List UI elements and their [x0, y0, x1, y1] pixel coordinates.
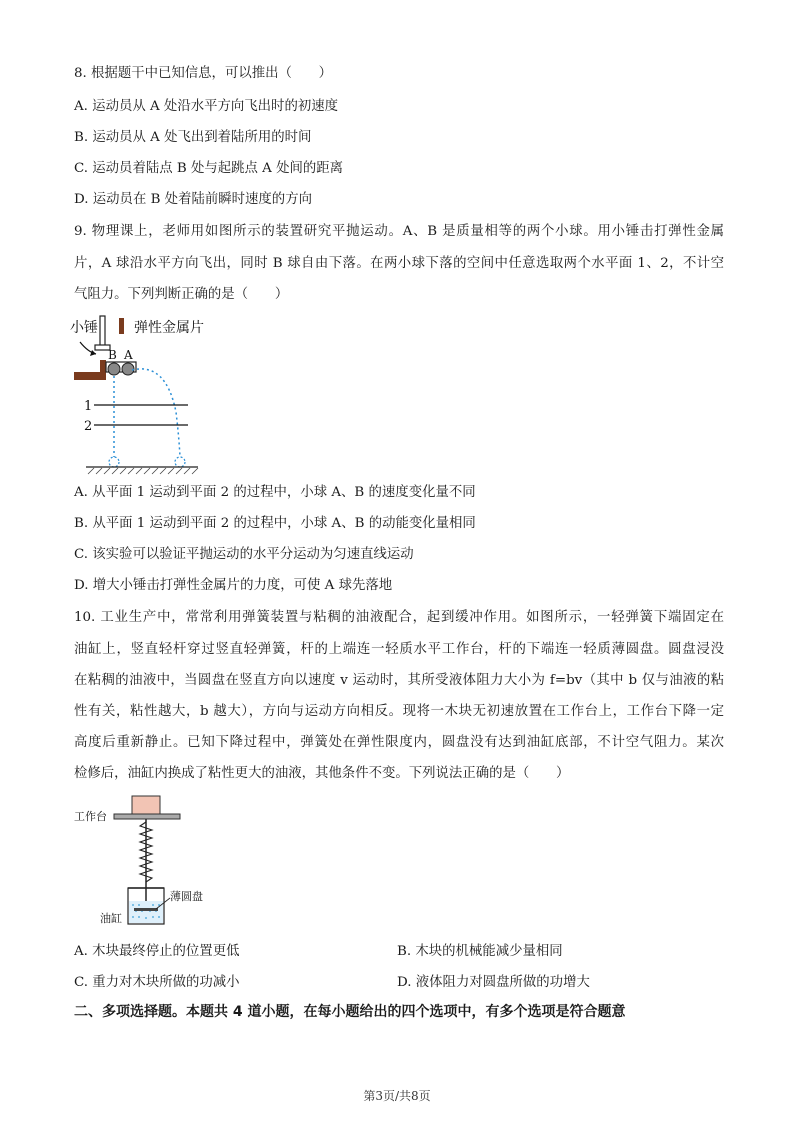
q10-stem-line-3: 在粘稠的油液中，当圆盘在竖直方向以速度 v 运动时，其所受液体阻力大小为 f=bv（其中 b 仅与油液的粘 [74, 673, 724, 688]
q9-stem-line-1: 9. 物理课上，老师用如图所示的装置研究平抛运动。A、B 是质量相等的两个小球。用小锤击打弹性金属 [74, 224, 724, 239]
hammer-label: 小锤 [70, 320, 98, 336]
ball-b [108, 363, 120, 375]
q10-option-b: B. 木块的机械能减少量相同 [397, 944, 563, 959]
q8-option-b: B. 运动员从 A 处飞出到着陆所用的时间 [74, 130, 312, 145]
q10-figure [66, 792, 236, 932]
q10-stem-line-4: 性有关，粘性越大，b 越大），方向与运动方向相反。现将一木块无初速放置在工作台上，工作台下降一定 [74, 704, 724, 719]
q10-stem-line-1: 10. 工业生产中，常常利用弹簧装置与粘稠的油液配合，起到缓冲作用。如图所示，一轻弹簧下端固定在 [74, 610, 724, 625]
thin-disc [134, 908, 158, 911]
q9-option-a: A. 从平面 1 运动到平面 2 的过程中，小球 A、B 的速度变化量不同 [74, 485, 476, 500]
q10-option-a: A. 木块最终停止的位置更低 [74, 944, 240, 959]
ball-a-path [132, 369, 180, 457]
ball-a-landing [175, 457, 185, 467]
q8-stem: 8. 根据题干中已知信息，可以推出（ ） [74, 66, 333, 81]
q8-option-a: A. 运动员从 A 处沿水平方向飞出时的初速度 [74, 99, 339, 114]
q9-stem-line-3: 气阻力。下列判断正确的是（ ） [74, 287, 289, 302]
hammer-handle [100, 316, 105, 346]
worktable-label: 工作台 [74, 810, 107, 823]
metal-sheet-label: 弹性金属片 [134, 320, 204, 336]
ground-hatching [88, 468, 198, 474]
wood-block [132, 796, 160, 814]
q10-stem-line-6: 检修后，油缸内换成了粘性更大的油液，其他条件不变。下列说法正确的是（ ） [74, 766, 570, 781]
metal-sheet-top [119, 318, 124, 334]
plane-2-label: 2 [84, 419, 93, 434]
plane-1-label: 1 [84, 399, 93, 414]
oil-tank-label: 油缸 [100, 912, 122, 925]
ball-a [122, 363, 134, 375]
ball-b-label: B [108, 348, 117, 362]
arrow-head-icon [90, 350, 96, 356]
q10-stem-line-2: 油缸上，竖直轻杆穿过竖直轻弹簧，杆的上端连一轻质水平工作台，杆的下端连一轻质薄圆盘。圆盘浸没 [74, 642, 724, 657]
q9-figure [66, 312, 266, 482]
page-number: 第3页/共8页 [363, 1089, 431, 1103]
q10-stem-line-5: 高度后重新静止。已知下降过程中，弹簧处在弹性限度内，圆盘没有达到油缸底部，不计空气阻力。某次 [74, 735, 724, 750]
q9-option-c: C. 该实验可以验证平抛运动的水平分运动为匀速直线运动 [74, 547, 414, 562]
section2-heading: 二、多项选择题。本题共 4 道小题，在每小题给出的四个选项中，有多个选项是符合题意 [74, 1004, 626, 1020]
projectile-apparatus-diagram [66, 312, 266, 482]
q9-option-d: D. 增大小锤击打弹性金属片的力度，可使 A 球先落地 [74, 578, 393, 593]
q9-stem-line-2: 片，A 球沿水平方向飞出，同时 B 球自由下落。在两小球下落的空间中任意选取两个水平面 1、2，不计空 [74, 256, 724, 271]
ball-a-label: A [124, 348, 133, 362]
disc-label: 薄圆盘 [170, 890, 203, 903]
spring-damper-diagram [66, 792, 236, 932]
q10-option-d: D. 液体阻力对圆盘所做的功增大 [397, 975, 590, 990]
worktable [114, 814, 180, 819]
ball-b-landing [109, 457, 119, 467]
q8-option-c: C. 运动员着陆点 B 处与起跳点 A 处间的距离 [74, 161, 344, 176]
q9-option-b: B. 从平面 1 运动到平面 2 的过程中，小球 A、B 的动能变化量相同 [74, 516, 476, 531]
support-post [100, 360, 106, 380]
q10-option-c: C. 重力对木块所做的功减小 [74, 975, 240, 990]
q8-option-d: D. 运动员在 B 处着陆前瞬时速度的方向 [74, 192, 312, 207]
oil-liquid [129, 901, 163, 923]
